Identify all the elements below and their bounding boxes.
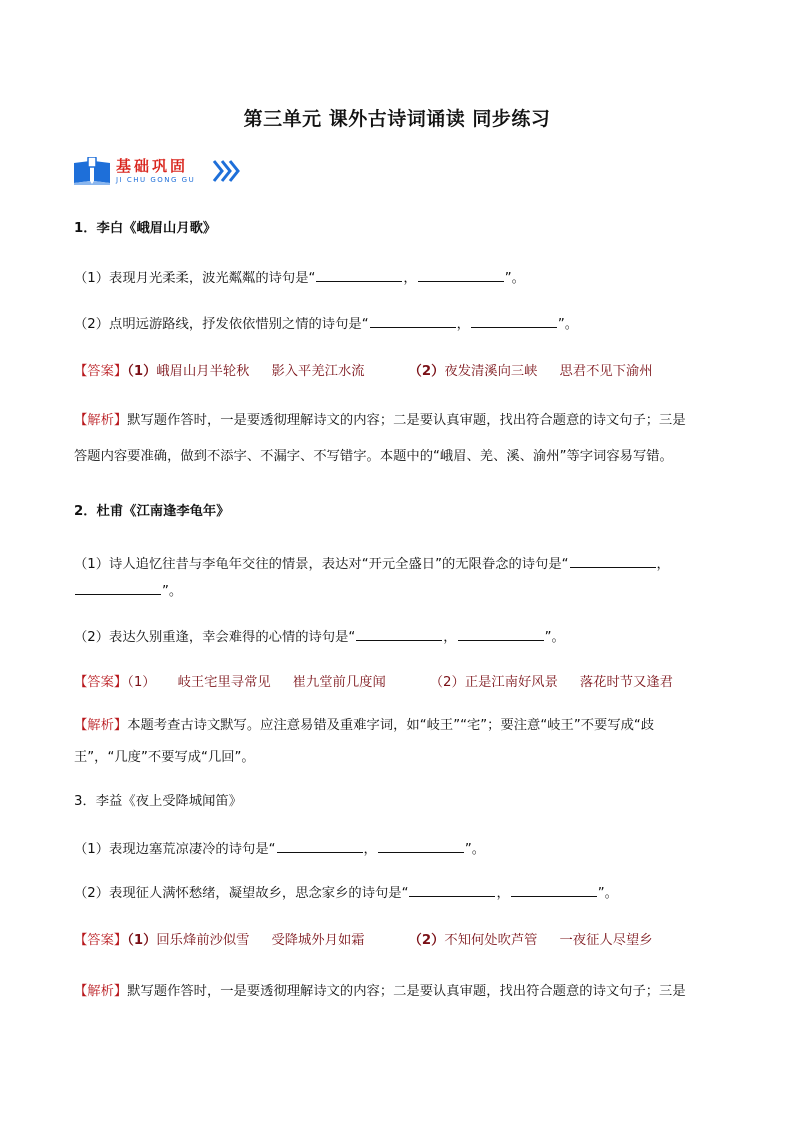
banner-pinyin: JI CHU GONG GU: [116, 176, 196, 184]
question-3-analysis-line-1: 【解析】默写题作答时，一是要透彻理解诗文的内容；二是要认真审题，找出符合题意的诗文句子；三是: [74, 984, 686, 999]
answer-tag: 【答案】: [74, 364, 128, 379]
answer-blank: [370, 313, 456, 328]
question-1-part-1: （1）表现月光柔柔，波光粼粼的诗句是“ ， ”。: [74, 267, 525, 289]
answer-blank: [356, 626, 442, 641]
question-2-analysis-line-1: 【解析】本题考查古诗文默写。应注意易错及重难字词，如“岐王”“宅”；要注意“岐王”不要写成“歧: [74, 718, 655, 733]
question-3-answer: 【答案】（1）回乐烽前沙似雪 受降城外月如霜 （2）不知何处吹芦管 一夜征人尽望乡: [74, 933, 653, 948]
section-banner: [72, 154, 252, 188]
open-book-icon: [72, 157, 112, 185]
answer-tag: 【答案】: [74, 675, 128, 690]
question-1-heading: 1．李白《峨眉山月歌》: [74, 221, 217, 236]
answer-blank: [378, 838, 464, 853]
question-1-analysis-line-2: 答题内容要准确，做到不添字、不漏字、不写错字。本题中的“峨眉、羌、溪、渝州”等字词容易写错。: [74, 449, 673, 464]
page-title: 第三单元 课外古诗词诵读 同步练习: [243, 108, 551, 130]
question-2-analysis-line-2: 王”，“几度”不要写成“几回”。: [74, 750, 255, 765]
question-3-part-2: （2）表现征人满怀愁绪，凝望故乡，思念家乡的诗句是“ ， ”。: [74, 882, 618, 904]
answer-blank: [418, 267, 504, 282]
answer-blank: [277, 838, 363, 853]
chevron-right-icon: [212, 158, 242, 184]
banner-title: 基础巩固: [116, 157, 189, 175]
question-3-part-1: （1）表现边塞荒凉凄冷的诗句是“ ， ”。: [74, 838, 485, 860]
question-2-answer: 【答案】（1） 岐王宅里寻常见 崔九堂前几度闻 （2）正是江南好风景 落花时节又逢君: [74, 675, 673, 690]
question-2-part-1-cont: ”。: [74, 580, 182, 602]
answer-blank: [471, 313, 557, 328]
question-1-answer: 【答案】（1）峨眉山月半轮秋 影入平羌江水流 （2）夜发清溪向三峡 思君不见下渝州: [74, 364, 653, 379]
answer-blank: [409, 882, 495, 897]
answer-blank: [570, 553, 656, 568]
question-1-part-2: （2）点明远游路线，抒发依依惜别之情的诗句是“ ， ”。: [74, 313, 578, 335]
question-2-part-1: （1）诗人追忆往昔与李龟年交往的情景，表达对“开元全盛日”的无限眷念的诗句是“ ，: [74, 553, 670, 575]
answer-blank: [316, 267, 402, 282]
analysis-tag: 【解析】: [74, 413, 128, 428]
question-1-analysis-line-1: 【解析】默写题作答时，一是要透彻理解诗文的内容；二是要认真审题，找出符合题意的诗文句子；三是: [74, 413, 686, 428]
question-3-heading: 3．李益《夜上受降城闻笛》: [74, 794, 243, 809]
answer-blank: [511, 882, 597, 897]
question-2-part-2: （2）表达久别重逢，幸会难得的心情的诗句是“ ， ”。: [74, 626, 565, 648]
answer-blank: [458, 626, 544, 641]
question-2-heading: 2．杜甫《江南逢李龟年》: [74, 504, 230, 519]
answer-tag: 【答案】: [74, 933, 128, 948]
answer-blank: [75, 580, 161, 595]
analysis-tag: 【解析】: [74, 718, 128, 733]
analysis-tag: 【解析】: [74, 984, 128, 999]
